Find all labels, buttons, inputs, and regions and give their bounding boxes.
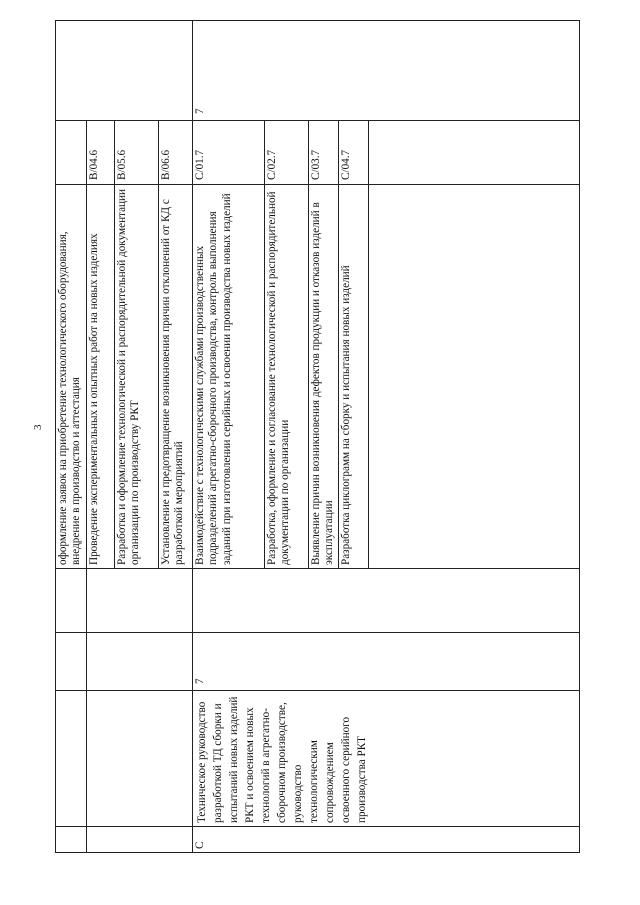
page-number: 3 [32, 424, 44, 430]
spacer-cell [56, 569, 87, 633]
spacer-cell [193, 569, 580, 633]
table-row [87, 21, 115, 853]
table-row-section-c [193, 21, 265, 853]
letter-cell [56, 827, 87, 853]
sublevel-cell [56, 21, 193, 121]
functions-table-rotated [55, 21, 580, 853]
function-cell: Взаимодействие с технологическими службами производственных подразделений агрегатно-сборочного производства, контроль выполнения заданий при изготовлении серийных и освоении производства новых изделий [193, 185, 265, 569]
function-cell: оформление заявок на приобретение технологического оборудования, внедрение в производство и аттестация [56, 185, 87, 569]
sublevel-cell: 7 [193, 21, 580, 121]
title-cell [87, 691, 193, 827]
code-cell: B/06.6 [159, 121, 193, 185]
function-cell: Разработка, оформление и согласование технологической и распорядительной документации по организации [265, 185, 309, 569]
function-cell: Разработка циклограмм на сборку и испытания новых изделий [339, 185, 369, 569]
code-cell: C/03.7 [309, 121, 339, 185]
section-letter: C [193, 827, 580, 853]
letter-cell [87, 827, 193, 853]
function-cell: Разработка и оформление технологической и распорядительной документации организации по производству РКТ [115, 185, 159, 569]
code-cell: C/04.7 [339, 121, 369, 185]
section-level: 7 [193, 633, 580, 691]
function-cell: Установление и предотвращение возникновения причин отклонений от КД с разработкой мероприятий [159, 185, 193, 569]
level-cell [56, 633, 87, 691]
spacer-cell [87, 569, 193, 633]
code-cell: C/02.7 [265, 121, 309, 185]
code-cell [369, 121, 580, 185]
function-cell: Выявление причин возникновения дефектов продукции и отказов изделий в эксплуатации [309, 185, 339, 569]
functions-table [55, 20, 580, 853]
title-cell [56, 691, 87, 827]
code-cell: C/01.7 [193, 121, 265, 185]
function-cell: Проведение экспериментальных и опытных работ на новых изделиях [87, 185, 115, 569]
function-cell [369, 185, 580, 569]
code-cell: B/04.6 [87, 121, 115, 185]
code-cell [56, 121, 87, 185]
code-cell: B/05.6 [115, 121, 159, 185]
table-row-continuation [56, 21, 87, 853]
level-cell [87, 633, 193, 691]
section-title: Техническое руководство разработкой ТД сборки и испытаний новых изделий РКТ и освоением новых технологий в агрегатно-сборочном производстве, руководство технологическим сопровождением освоенного серийного производства РКТ [193, 691, 580, 827]
